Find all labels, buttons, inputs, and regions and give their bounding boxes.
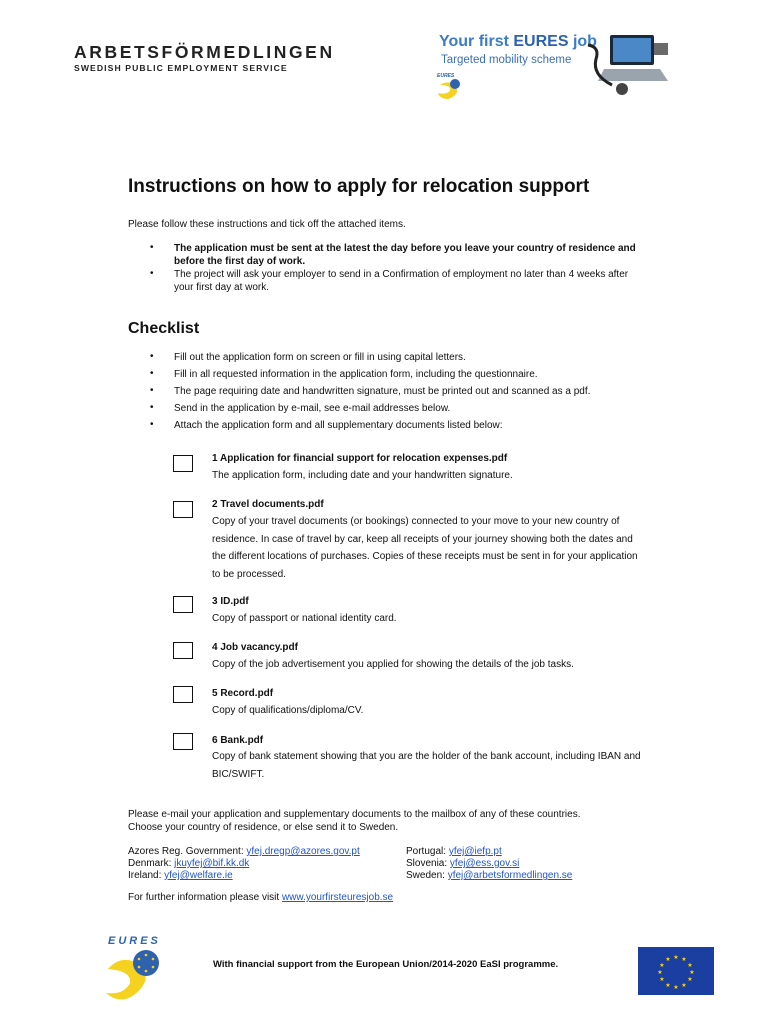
item-6-checkbox[interactable] (173, 733, 193, 750)
bullet-icon: • (150, 368, 154, 379)
contact-slovenia: Slovenia: yfej@ess.gov.si (406, 858, 520, 869)
bullet-icon: • (150, 385, 154, 396)
contact-portugal: Portugal: yfej@iefp.pt (406, 846, 502, 857)
contact-sweden: Sweden: yfej@arbetsformedlingen.se (406, 870, 573, 881)
svg-text:★: ★ (673, 954, 679, 961)
laptop-stethoscope-icon (582, 29, 672, 101)
svg-text:★: ★ (665, 982, 671, 989)
item-1-description: The application form, including date and your handwritten signature. (212, 470, 513, 481)
bullet-icon: • (150, 402, 154, 413)
checklist-bullet: Fill in all requested information in the application form, including the questionnaire. (174, 369, 538, 380)
intro-text: Please follow these instructions and tick off the attached items. (128, 219, 406, 230)
checklist-heading: Checklist (128, 320, 200, 337)
mail-instructions-line2: Choose your country of residence, or else send it to Sweden. (128, 822, 399, 833)
item-2-title: 2 Travel documents.pdf (212, 499, 324, 510)
instruction-item: The project will ask your employer to send in a Confirmation of employment no later than 4 weeks after your first day at work. (174, 269, 629, 293)
mail-instructions-line1: Please e-mail your application and supplementary documents to the mailbox of any of these countries. (128, 809, 581, 820)
svg-text:★: ★ (681, 982, 687, 989)
contact-azores: Azores Reg. Government: yfej.dregp@azores.gov.pt (128, 846, 360, 857)
svg-text:★: ★ (687, 976, 693, 983)
item-6-title: 6 Bank.pdf (212, 735, 264, 746)
item-3-title: 3 ID.pdf (212, 596, 249, 607)
eu-flag-icon (638, 947, 714, 995)
svg-text:★: ★ (659, 976, 665, 983)
instruction-item: The application must be sent at the latest the day before you leave your country of residence and before the first day of work. (174, 243, 636, 267)
email-link[interactable]: jkuyfej@bif.kk.dk (174, 858, 250, 869)
svg-text:★: ★ (659, 962, 665, 969)
email-link[interactable]: yfej@welfare.ie (164, 870, 233, 881)
item-2-description: Copy of your travel documents (or bookings) connected to your move to your new country of residence. In case of travel by car, keep all receipts of your journey showing both the dates and the different locations of purchases. Copies of these receipts must be sent in for your application to be processed. (212, 516, 638, 580)
bullet-icon: • (150, 419, 154, 430)
checklist-bullet: Fill out the application form on screen or fill in using capital letters. (174, 352, 466, 363)
email-link[interactable]: yfej@iefp.pt (448, 846, 502, 857)
email-link[interactable]: yfej.dregp@azores.gov.pt (246, 846, 360, 857)
item-1-checkbox[interactable] (173, 455, 193, 472)
item-5-title: 5 Record.pdf (212, 688, 274, 699)
svg-text:★: ★ (689, 969, 695, 976)
svg-text:★: ★ (687, 962, 693, 969)
contact-ireland: Ireland: yfej@welfare.ie (128, 870, 233, 881)
item-3-checkbox[interactable] (173, 596, 193, 613)
item-6-description: Copy of bank statement showing that you are the holder of the bank account, including IBAN and BIC/SWIFT. (212, 751, 641, 780)
contact-denmark: Denmark: jkuyfej@bif.kk.dk (128, 858, 250, 869)
item-4-description: Copy of the job advertisement you applied for showing the details of the job tasks. (212, 659, 574, 670)
footer-funding-text: With financial support from the European Union/2014-2020 EaSI programme. (213, 959, 559, 970)
banner-subtitle: Targeted mobility scheme (441, 54, 572, 66)
svg-text:EURES: EURES (108, 935, 161, 947)
email-link[interactable]: yfej@arbetsformedlingen.se (447, 870, 573, 881)
org-logo-subtitle: SWEDISH PUBLIC EMPLOYMENT SERVICE (74, 63, 288, 73)
eures-banner (432, 27, 672, 102)
bullet-icon: • (150, 268, 154, 279)
org-logo-name: ARBETSFÖRMEDLINGEN (74, 42, 335, 62)
email-link[interactable]: yfej@ess.gov.si (449, 858, 520, 869)
item-4-title: 4 Job vacancy.pdf (212, 642, 298, 653)
eures-logo-small-icon (434, 71, 466, 101)
svg-text:★: ★ (665, 956, 671, 963)
page-title: Instructions on how to apply for relocation support (128, 176, 590, 197)
checklist-bullet: Attach the application form and all supplementary documents listed below: (174, 420, 503, 431)
website-link[interactable]: www.yourfirsteuresjob.se (281, 892, 394, 903)
item-5-checkbox[interactable] (173, 686, 193, 703)
checklist-bullet: The page requiring date and handwritten signature, must be printed out and scanned as a pdf. (174, 386, 591, 397)
svg-text:★: ★ (673, 984, 679, 991)
banner-title: Your first EURES job (439, 33, 597, 50)
bullet-icon: • (150, 351, 154, 362)
further-info: For further information please visit www.yourfirsteuresjob.se (128, 892, 394, 903)
svg-text:EURES: EURES (437, 73, 455, 79)
item-4-checkbox[interactable] (173, 642, 193, 659)
bullet-icon: • (150, 242, 154, 253)
svg-text:★: ★ (681, 956, 687, 963)
checklist-bullet: Send in the application by e-mail, see e-mail addresses below. (174, 403, 451, 414)
item-1-title: 1 Application for financial support for relocation expenses.pdf (212, 453, 508, 464)
eures-logo-icon (100, 933, 170, 1008)
item-5-description: Copy of qualifications/diploma/CV. (212, 705, 364, 716)
svg-text:★: ★ (657, 969, 663, 976)
item-2-checkbox[interactable] (173, 501, 193, 518)
item-3-description: Copy of passport or national identity card. (212, 613, 397, 624)
